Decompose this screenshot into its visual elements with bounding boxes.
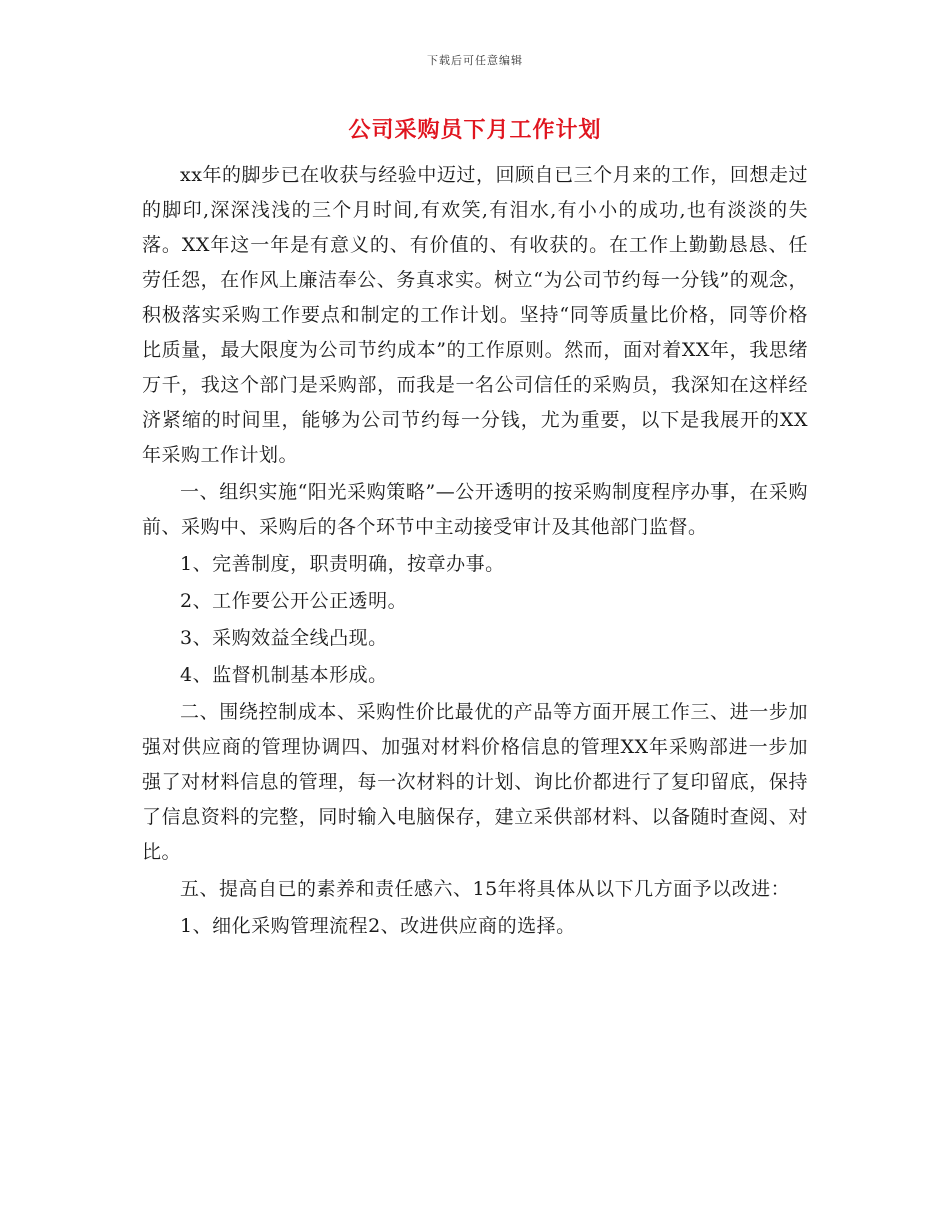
page-header-note: 下载后可任意编辑 [427,54,523,67]
list-item-improvements: 1、细化采购管理流程2、改进供应商的选择。 [180,915,576,937]
list-item-2: 2、工作要公开公正透明。 [180,590,408,612]
document-title: 公司采购员下月工作计划 [348,118,602,143]
document-body [142,158,808,944]
list-item-1: 1、完善制度，职责明确，按章办事。 [180,553,505,575]
paragraph-intro: xx年的脚步已在收获与经验中迈过，回顾自已三个月来的工作，回想走过的脚印,深深浅浅的三个月时间,有欢笑,有泪水,有小小的成功,也有淡淡的失落。XX年这一年是有意义的、有价值的、有收获的。在工作上勤勤恳恳、任劳任怨，在作风上廉洁奉公、务真求实。树立“为公司节约每一分钱”的观念，积极落实采购工作要点和制定的工作计划。坚持“同等质量比价格，同等价格比质量，最大限度为公司节约成本”的工作原则。然而，面对着XX年，我思绪万千，我这个部门是采购部，而我是一名公司信任的采购员，我深知在这样经济紧缩的时间里，能够为公司节约每一分钱，尤为重要，以下是我展开的XX年采购工作计划。 [142,164,808,466]
list-item-3: 3、采购效益全线凸现。 [180,627,388,649]
paragraph-section-2: 二、围绕控制成本、采购性价比最优的产品等方面开展工作三、进一步加强对供应商的管理协调四、加强对材料价格信息的管理XX年采购部进一步加强了对材料信息的管理，每一次材料的计划、询比价都进行了复印留底，保持了信息资料的完整，同时输入电脑保存，建立采供部材料、以备随时查阅、对比。 [142,701,808,863]
paragraph-section-1: 一、组织实施“阳光采购策略”—公开透明的按采购制度程序办事，在采购前、采购中、采购后的各个环节中主动接受审计及其他部门监督。 [142,481,808,538]
paragraph-section-5: 五、提高自已的素养和责任感六、15年将具体从以下几方面予以改进： [180,878,791,900]
list-item-4: 4、监督机制基本形成。 [180,664,388,686]
